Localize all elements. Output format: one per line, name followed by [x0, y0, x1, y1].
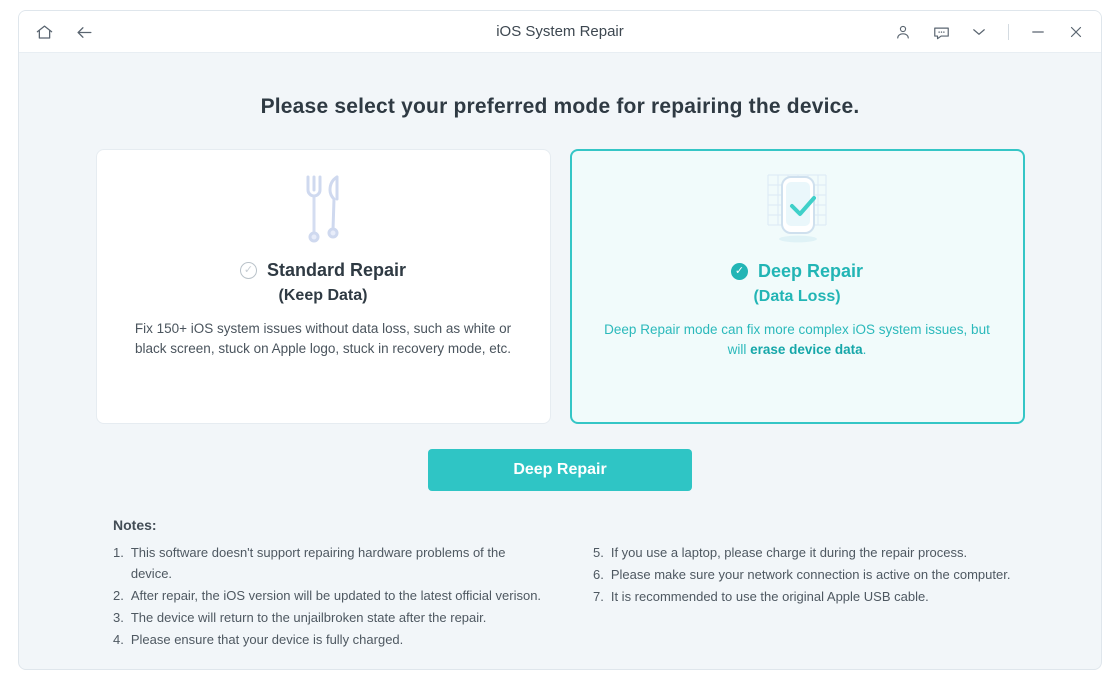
note-number: 6.: [593, 567, 604, 582]
mode-card-standard-repair[interactable]: [96, 149, 551, 424]
minimize-icon[interactable]: [1027, 21, 1049, 43]
standard-repair-subtitle: (Keep Data): [278, 287, 368, 304]
close-icon[interactable]: [1065, 21, 1087, 43]
mode-card-deep-repair[interactable]: [570, 149, 1025, 424]
notes-column-right: [593, 542, 1029, 651]
deep-repair-description-lead: Deep Repair mode can fix more complex iOS system issues, but will: [604, 322, 990, 357]
note-item: [593, 586, 1029, 607]
standard-repair-title: Standard Repair: [266, 260, 407, 280]
standard-repair-description: Fix 150+ iOS system issues without data loss, such as white or black screen, stuck on Apple logo, stuck in recovery mode, etc.: [134, 321, 512, 356]
note-text: After repair, the iOS version will be updated to the latest official verison.: [130, 588, 542, 603]
note-text: This software doesn't support repairing hardware problems of the device.: [130, 545, 506, 581]
deep-repair-title: Deep Repair: [757, 261, 864, 281]
user-icon[interactable]: [892, 21, 914, 43]
comment-icon[interactable]: [930, 21, 952, 43]
note-number: 2.: [113, 588, 124, 603]
deep-repair-description-emphasis: erase device data: [750, 342, 863, 357]
note-number: 5.: [593, 545, 604, 560]
note-number: 4.: [113, 632, 124, 647]
note-item: [113, 607, 549, 628]
app-window: [18, 10, 1102, 670]
note-number: 7.: [593, 589, 604, 604]
note-text: Please make sure your network connection is active on the computer.: [610, 567, 1011, 582]
note-number: 1.: [113, 545, 124, 560]
deep-repair-button[interactable]: Deep Repair: [428, 449, 692, 491]
check-icon: ✓: [734, 265, 745, 277]
note-text: It is recommended to use the original Apple USB cable.: [610, 589, 929, 604]
phone-repair-icon: [572, 151, 1023, 247]
titlebar-divider: [1008, 24, 1009, 40]
notes-title: Notes:: [113, 517, 157, 533]
deep-repair-description-tail: .: [862, 342, 867, 357]
notes-columns: [113, 542, 1053, 651]
note-item: [593, 564, 1029, 585]
chevron-down-icon[interactable]: [968, 21, 990, 43]
mode-card-list: [19, 149, 1101, 424]
note-number: 3.: [113, 610, 124, 625]
deep-repair-radio[interactable]: [731, 263, 748, 280]
standard-repair-title-row: [97, 260, 550, 281]
notes-section: [113, 517, 1053, 651]
primary-action-row: [19, 449, 1101, 491]
note-text: The device will return to the unjailbroken state after the repair.: [130, 610, 487, 625]
titlebar-right-controls: [892, 11, 1087, 53]
note-text: If you use a laptop, please charge it during the repair process.: [610, 545, 968, 560]
note-item: [113, 542, 549, 584]
note-text: Please ensure that your device is fully charged.: [130, 632, 404, 647]
window-title: iOS System Repair: [496, 23, 624, 40]
note-item: [113, 585, 549, 606]
deep-repair-subtitle: (Data Loss): [753, 288, 841, 305]
page-title: Please select your preferred mode for repairing the device.: [260, 95, 860, 118]
title-bar: [19, 11, 1101, 53]
deep-repair-description: [600, 320, 995, 360]
main-content: [19, 53, 1101, 670]
note-item: [593, 542, 1029, 563]
notes-column-left: [113, 542, 549, 651]
check-icon: ✓: [243, 264, 254, 276]
standard-repair-radio[interactable]: [240, 262, 257, 279]
tools-icon: [97, 150, 550, 246]
deep-repair-title-row: [572, 261, 1023, 282]
note-item: [113, 629, 549, 650]
